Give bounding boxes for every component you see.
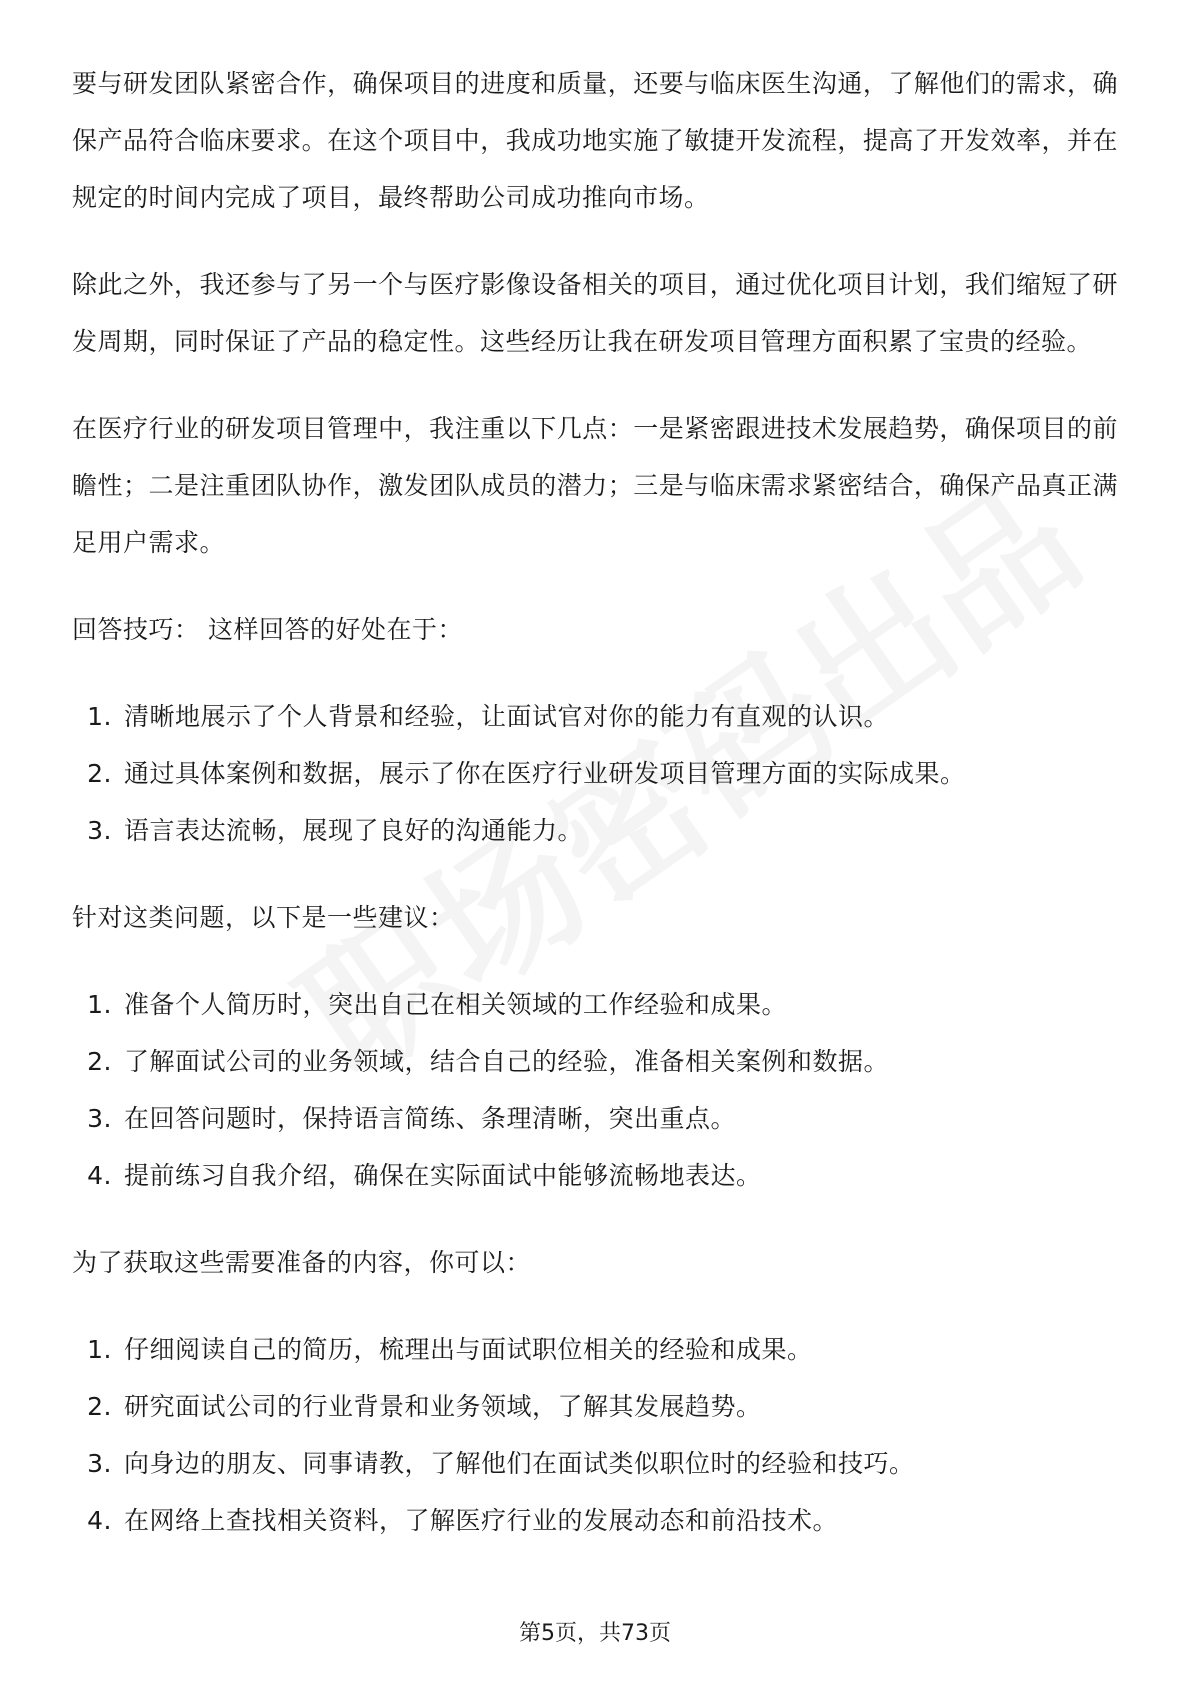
tips-list xyxy=(72,688,1118,859)
list-number: 2. xyxy=(87,1047,112,1076)
suggestions-heading: 针对这类问题，以下是一些建议： xyxy=(72,903,455,932)
list-item xyxy=(72,688,1118,745)
list-item-text: 了解面试公司的业务领域，结合自己的经验，准备相关案例和数据。 xyxy=(124,1047,890,1076)
list-number: 2. xyxy=(87,759,112,788)
list-item-text: 仔细阅读自己的简历，梳理出与面试职位相关的经验和成果。 xyxy=(124,1335,813,1364)
list-item xyxy=(72,1321,1118,1378)
preparation-heading: 为了获取这些需要准备的内容，你可以： xyxy=(72,1248,532,1277)
list-item-text: 研究面试公司的行业背景和业务领域，了解其发展趋势。 xyxy=(124,1392,762,1421)
list-item xyxy=(72,745,1118,802)
tips-heading: 回答技巧： 这样回答的好处在于： xyxy=(72,615,463,644)
preparation-list xyxy=(72,1321,1118,1549)
list-item-text: 提前练习自我介绍，确保在实际面试中能够流畅地表达。 xyxy=(124,1161,762,1190)
list-item-text: 清晰地展示了个人背景和经验，让面试官对你的能力有直观的认识。 xyxy=(124,702,890,731)
paragraph-3: 在医疗行业的研发项目管理中，我注重以下几点：一是紧密跟进技术发展趋势，确保项目的前瞻性；二是注重团队协作，激发团队成员的潜力；三是与临床需求紧密结合，确保产品真正满足用户需求。 xyxy=(72,414,1118,557)
list-number: 3. xyxy=(87,816,112,845)
list-item-text: 在回答问题时，保持语言简练、条理清晰，突出重点。 xyxy=(124,1104,737,1133)
list-item xyxy=(72,1492,1118,1549)
list-item xyxy=(72,802,1118,859)
list-item-text: 在网络上查找相关资料，了解医疗行业的发展动态和前沿技术。 xyxy=(124,1506,839,1535)
list-number: 1. xyxy=(87,1335,112,1364)
list-number: 1. xyxy=(87,702,112,731)
paragraph-1: 要与研发团队紧密合作，确保项目的进度和质量，还要与临床医生沟通，了解他们的需求，确保产品符合临床要求。在这个项目中，我成功地实施了敏捷开发流程，提高了开发效率，并在规定的时间内完成了项目，最终帮助公司成功推向市场。 xyxy=(72,69,1118,212)
list-item xyxy=(72,1033,1118,1090)
suggestions-list xyxy=(72,976,1118,1204)
list-item xyxy=(72,1147,1118,1204)
paragraph-2: 除此之外，我还参与了另一个与医疗影像设备相关的项目，通过优化项目计划，我们缩短了研发周期，同时保证了产品的稳定性。这些经历让我在研发项目管理方面积累了宝贵的经验。 xyxy=(72,270,1118,356)
list-number: 4. xyxy=(87,1161,112,1190)
list-item xyxy=(72,1378,1118,1435)
list-number: 4. xyxy=(87,1506,112,1535)
list-item-text: 准备个人简历时，突出自己在相关领域的工作经验和成果。 xyxy=(124,990,788,1019)
list-item-text: 语言表达流畅，展现了良好的沟通能力。 xyxy=(124,816,584,845)
list-item xyxy=(72,1435,1118,1492)
list-item xyxy=(72,1090,1118,1147)
list-number: 3. xyxy=(87,1104,112,1133)
list-number: 2. xyxy=(87,1392,112,1421)
list-item-text: 向身边的朋友、同事请教，了解他们在面试类似职位时的经验和技巧。 xyxy=(124,1449,915,1478)
list-item xyxy=(72,976,1118,1033)
page-footer: 第5页，共73页 xyxy=(519,1621,671,1646)
list-number: 1. xyxy=(87,990,112,1019)
list-number: 3. xyxy=(87,1449,112,1478)
list-item-text: 通过具体案例和数据，展示了你在医疗行业研发项目管理方面的实际成果。 xyxy=(124,759,966,788)
document-content xyxy=(72,55,1118,1579)
